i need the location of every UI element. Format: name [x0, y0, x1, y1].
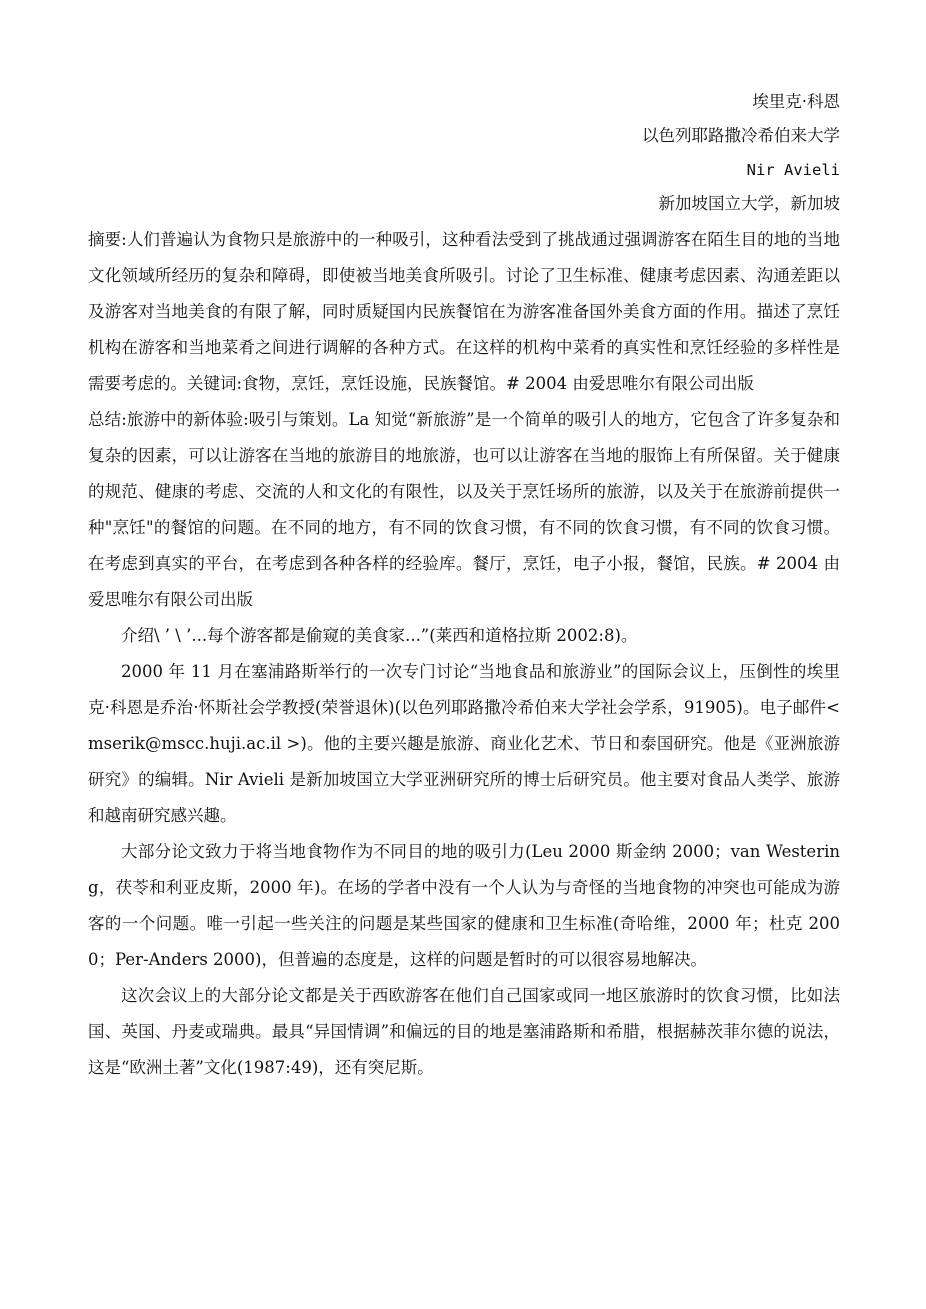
conference-paragraph: 2000 年 11 月在塞浦路斯举行的一次专门讨论“当地食品和旅游业”的国际会议上，压倒性的埃里克·科恩是乔治·怀斯社会学教授(荣誉退休)(以色列耶路撒冷希伯来大学社会学系，91905)。电子邮件< mserik@mscc.huji.ac.il >)。他的主要兴趣是旅游、商业化艺术、节日和泰国研究。他是《亚洲旅游研究》的编辑。Nir Avieli 是新加坡国立大学亚洲研究所的博士后研究员。他主要对食品人类学、旅游和越南研究感兴趣。: [88, 662, 840, 825]
intro-quote-paragraph: 介绍\ ’ \ ’...每个游客都是偷窥的美食家...”(莱西和道格拉斯 2002:8)。: [121, 626, 638, 645]
abstract-paragraph: 摘要:人们普遍认为食物只是旅游中的一种吸引，这种看法受到了挑战通过强调游客在陌生目的地的当地文化领域所经历的复杂和障碍，即使被当地美食所吸引。讨论了卫生标准、健康考虑因素、沟通差距以及游客对当地美食的有限了解，同时质疑国内民族餐馆在为游客准备国外美食方面的作用。描述了烹饪机构在游客和当地菜肴之间进行调解的各种方式。在这样的机构中菜肴的真实性和烹饪经验的多样性是需要考虑的。关键词:食物，烹饪，烹饪设施，民族餐馆。# 2004 由爱思唯尔有限公司出版: [88, 230, 840, 393]
author-affiliation-hebrew-university: 以色列耶路撒冷希伯来大学: [642, 126, 840, 145]
author-block: [88, 85, 840, 221]
author-affiliation-nus: 新加坡国立大学，新加坡: [658, 194, 840, 213]
author-name-avieli: Nir Avieli: [746, 161, 840, 179]
papers-paragraph: 大部分论文致力于将当地食物作为不同目的地的吸引力(Leu 2000 斯金纳 2000；van Westering，茯苓和利亚皮斯，2000 年)。在场的学者中没有一个人认为与奇怪的当地食物的冲突也可能成为游客的一个问题。唯一引起一些关注的问题是某些国家的健康和卫生标准(奇哈维，2000 年；杜克 2000；Per-Anders 2000)，但普遍的态度是，这样的问题是暂时的可以很容易地解决。: [88, 842, 840, 969]
document-page: [88, 85, 840, 1086]
summary-paragraph: 总结:旅游中的新体验:吸引与策划。La 知觉“新旅游”是一个简单的吸引人的地方，它包含了许多复杂和复杂的因素，可以让游客在当地的旅游目的地旅游，也可以让游客在当地的服饰上有所保留。关于健康的规范、健康的考虑、交流的人和文化的有限性，以及关于烹饪场所的旅游，以及关于在旅游前提供一种"烹饪"的餐馆的问题。在不同的地方，有不同的饮食习惯，有不同的饮食习惯，有不同的饮食习惯。在考虑到真实的平台，在考虑到各种各样的经验库。餐厅，烹饪，电子小报，餐馆，民族。# 2004 由爱思唯尔有限公司出版: [88, 410, 840, 609]
author-name-cohen: 埃里克·科恩: [752, 92, 840, 111]
europe-paragraph: 这次会议上的大部分论文都是关于西欧游客在他们自己国家或同一地区旅游时的饮食习惯，比如法国、英国、丹麦或瑞典。最具“异国情调”和偏远的目的地是塞浦路斯和希腊，根据赫茨菲尔德的说法，这是“欧洲土著”文化(1987:49)，还有突尼斯。: [88, 986, 840, 1077]
